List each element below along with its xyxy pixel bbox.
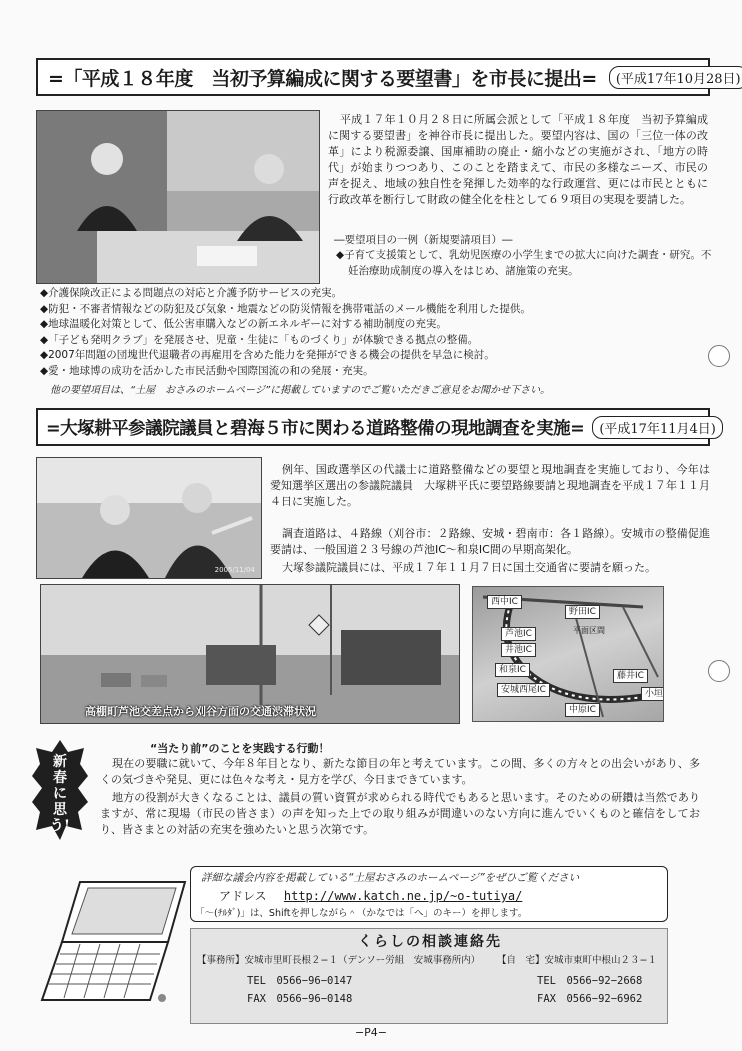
- section1-bullet-3: ◆地球温暖化対策として、低公害車購入などの新エネルギーに対する補助制度の充実。: [40, 318, 447, 330]
- map-label-noda: 野田IC: [565, 605, 600, 619]
- office-address: 安城市里町長根２−１（デンソー労組 安城事務所内）: [244, 955, 481, 966]
- section1-bullet-0: ◆子育て支援策として、乳幼児医療の小学生までの拡大に向けた調査・研究。不妊治療助成制度の導入をはじめ、諸施策の充実。: [336, 249, 712, 277]
- inspection-photo-illustration: [37, 458, 261, 578]
- homepage-note: 「～(ﾁﾙﾀﾞ)」は、Shiftを押しながら＾（かなでは「へ」のキー）を押します。: [195, 908, 528, 919]
- map-label-heimen: 平面区間: [573, 626, 605, 635]
- map-label-ogaki: 小垣: [641, 687, 664, 701]
- section1-bullet-2: ◆防犯・不審者情報などの防犯及び気象・地震などの防災情報を携帯電話のメール機能を利用した提供。: [40, 302, 531, 315]
- map-label-iike: 井池IC: [501, 643, 536, 657]
- office-row: [197, 952, 480, 966]
- section1-paragraph: 平成１７年１０月２８日に所属会派として「平成１８年度 当初予算編成に関する要望書」を神谷市長に提出した。要望内容は、国の「三位一体の改革」により税源委譲、国庫補助の廃止・縮小などの実施がされ、「地方の時代」が始まりつつあり、このことを踏まえて、市民の多様なニーズ、市民の声を捉え、地域の独自性を発揮した効率的な行政運営、更には市民とともに行政改革を断行して財政の健全化を柱として６９項目の実現を要請した。: [328, 113, 708, 206]
- meeting-photo: [36, 110, 320, 284]
- home-address: 安城市東町中根山２３−１: [544, 955, 657, 966]
- inspection-photo: [36, 457, 262, 579]
- map-label-ashiike: 芦池IC: [501, 627, 536, 641]
- road-map: [472, 586, 664, 722]
- homepage-address-label: アドレス: [219, 889, 267, 903]
- office-fax: FAX 0566−96−0148: [247, 993, 353, 1005]
- traffic-photo-caption: 高棚町芦池交差点から刈谷方面の交通渋滞状況: [85, 705, 316, 718]
- section3-heading: “当たり前”のことを実践する行動！: [150, 742, 330, 755]
- section3-paragraph-0: 現在の要職に就いて、今年８年目となり、新たな節目の年と考えています。この間、多くの方々との出会いがあり、多くの気づきや発見、更には色々な考え・見方を学び、今日まできています。: [100, 757, 700, 786]
- page-number: −P4−: [354, 1026, 388, 1039]
- map-label-nishinaka: 西中IC: [487, 595, 522, 609]
- section1-subheading: ―要望項目の一例（新規要請項目）―: [334, 234, 513, 246]
- laptop-illustration: [40, 872, 190, 1008]
- consult-box: [190, 928, 668, 1024]
- homepage-box: [190, 866, 668, 922]
- binder-hole-bottom: [708, 660, 730, 682]
- home-tel: TEL 0566−92−2668: [537, 975, 643, 987]
- meeting-photo-illustration: [37, 111, 319, 283]
- section1-bullet-6: ◆愛・地球博の成功を活かした市民活動や国際国流の和の発展・充実。: [40, 364, 374, 377]
- section2-paragraph-1: 調査道路は、４路線（刈谷市：２路線、安城・碧南市：各１路線）。安城市の整備促進要請は、一般国道２３号線の芦池IC～和泉IC間の早期高架化。: [270, 527, 710, 556]
- section1-bullet-5: ◆2007年問題の団塊世代退職者の再雇用を含めた能力を発揮ができる機会の提供を早急に検討。: [40, 349, 495, 361]
- section1-bullet-1: ◆介護保険改正による問題点の対応と介護予防サービスの充実。: [40, 287, 343, 299]
- home-row: [497, 952, 657, 966]
- section1-banner: [36, 58, 741, 96]
- section1-date: (平成17年10月28日): [609, 66, 742, 89]
- laptop-icon: [40, 872, 190, 1008]
- office-label: 【事務所】: [197, 955, 245, 966]
- section1-title: =「平成１８年度 当初予算編成に関する要望書」を市長に提出=: [48, 67, 597, 90]
- home-fax: FAX 0566−92−6962: [537, 993, 643, 1005]
- map-label-anjo-nishio: 安城西尾IC: [497, 683, 550, 697]
- section2-title: =大塚耕平参議院議員と碧海５市に関わる道路整備の現地調査を実施=: [46, 418, 585, 439]
- new-year-badge: [32, 740, 88, 840]
- section1-bullet-4: ◆「子ども発明クラブ」を発展させ、児童・生徒に「ものづくり」が体験できる拠点の整備。: [40, 333, 479, 346]
- homepage-intro: 詳細な議会内容を掲載している“土屋おさみのホームページ”をぜひご覧ください: [201, 872, 580, 884]
- homepage-address-row: [219, 887, 522, 904]
- consult-title: くらしの相談連絡先: [358, 934, 502, 950]
- section2-banner: [36, 408, 716, 446]
- section2-paragraph-0: 例年、国政選挙区の代議士に道路整備などの要望と現地調査を実施しており、今年は愛知選挙区選出の参議院議員 大塚耕平氏に要望路線要請と現地調査を平成１７年１１月４日に実施した。: [270, 463, 710, 508]
- section3-paragraph-1: 地方の役割が大きくなることは、議員の質い資質が求められる時代でもあると思います。そのための研鑽は当然でありますが、常に現場（市民の皆さま）の声を知った上での取り組みが間違いのない方向に進んでいくものと確信をしており、皆さまとの対話の充実を強めたいと思う次第です。: [100, 791, 700, 836]
- photo-date-stamp: 2005/11/04: [214, 566, 255, 574]
- office-tel: TEL 0566−96−0147: [247, 975, 353, 987]
- home-label: 【自 宅】: [497, 955, 545, 966]
- section1-footer-note: 他の要望項目は、“土屋 おさみのホームページ”に掲載していますのでご覧いただきご意見をお聞かせ下さい。: [50, 385, 551, 396]
- binder-hole-top: [708, 345, 730, 367]
- homepage-url-link[interactable]: http://www.katch.ne.jp/~o-tutiya/: [283, 889, 523, 903]
- map-label-izumi: 和泉IC: [495, 663, 530, 677]
- section2-date: (平成17年11月4日): [592, 416, 723, 439]
- map-label-nakahara: 中原IC: [565, 703, 600, 717]
- traffic-photo: [40, 584, 460, 724]
- map-label-fujii: 藤井IC: [613, 669, 648, 683]
- section2-paragraph-2: 大塚参議院議員には、平成１７年１１月７日に国土交通省に要請を願った。: [282, 561, 656, 574]
- badge-text: 新春に思う!: [49, 754, 71, 834]
